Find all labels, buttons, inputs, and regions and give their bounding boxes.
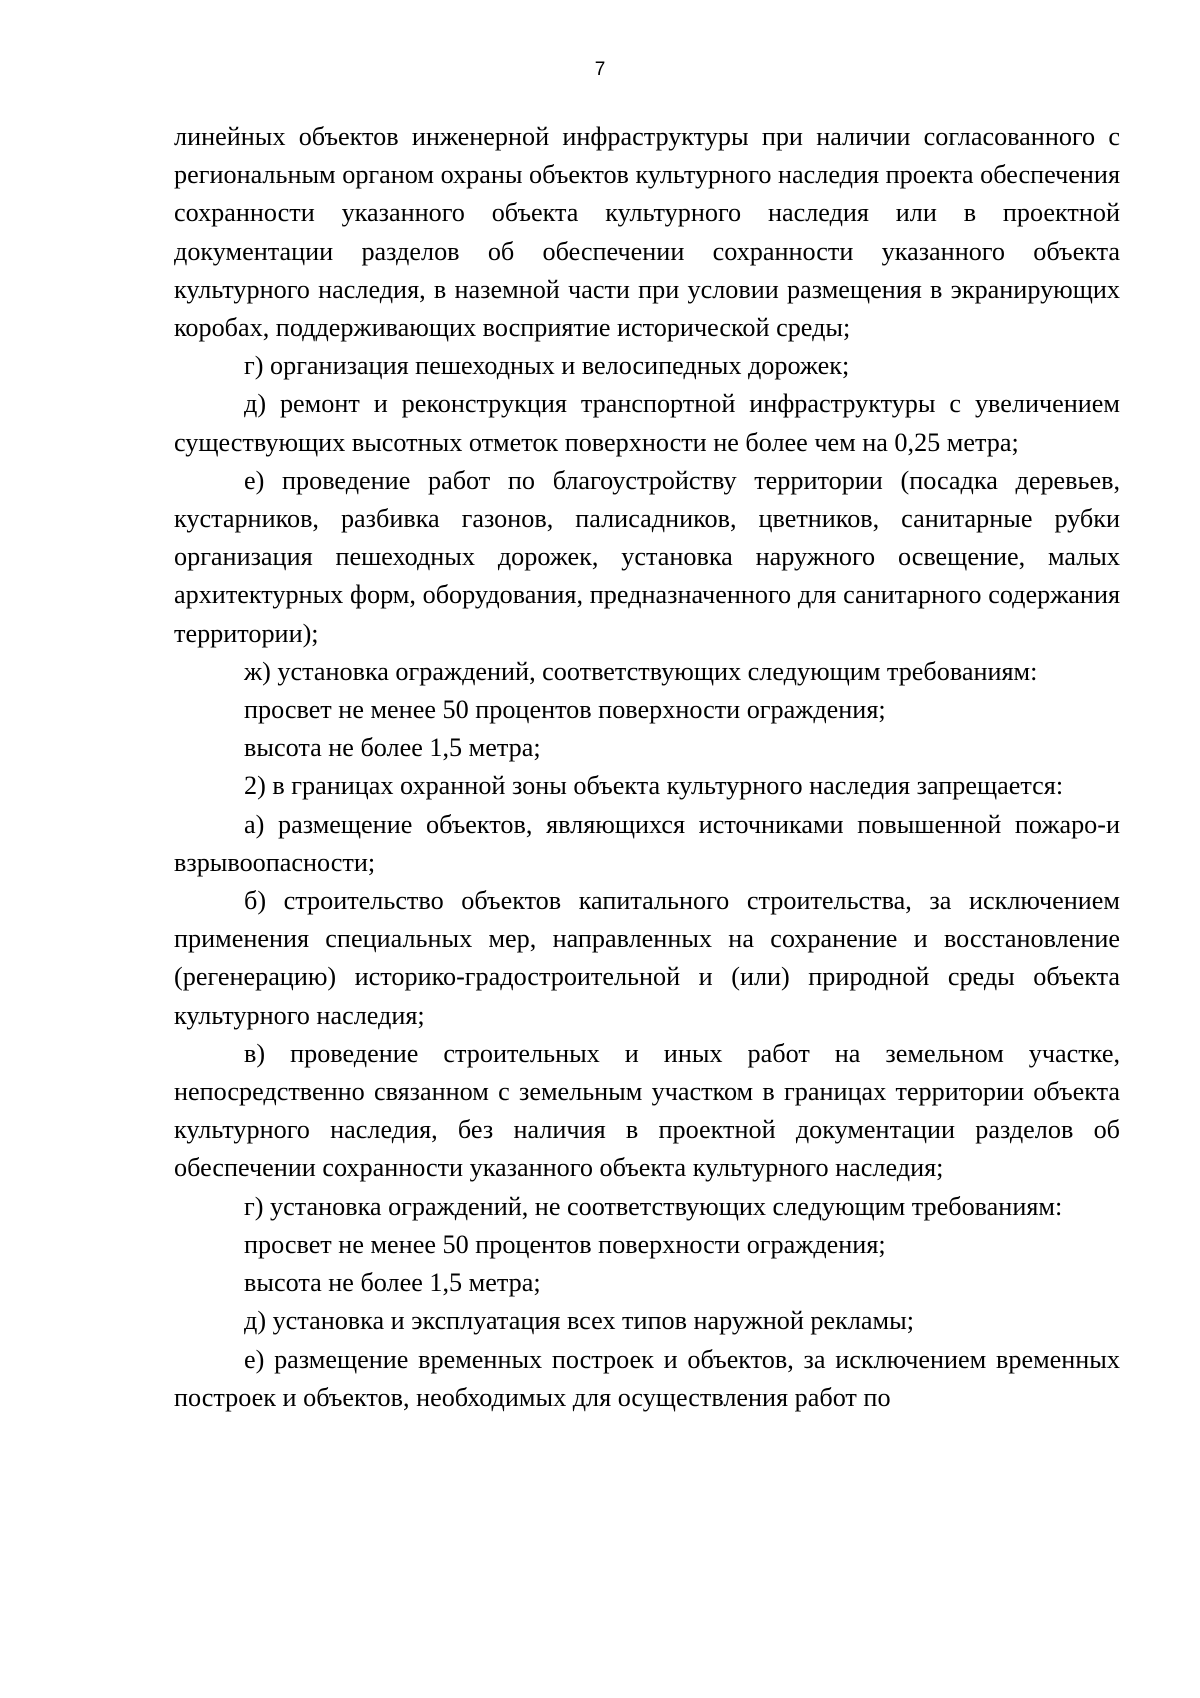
paragraph-g-fences: г) установка ограждений, не соответствующих следующим требованиям: [244,1191,1063,1221]
paragraph-clearance-2: просвет не менее 50 процентов поверхности ограждения; [244,1229,886,1259]
paragraph-e-temporary: е) размещение временных построек и объектов, за исключением временных построек и объектов, необходимых для осуществления работ по [174,1344,1120,1412]
paragraph-clearance: просвет не менее 50 процентов поверхности ограждения; [244,695,886,725]
paragraph-a-hazard: а) размещение объектов, являющихся источниками повышенной пожаро-и взрывоопасности; [174,809,1120,877]
paragraph-2-prohibited: 2) в границах охранной зоны объекта культурного наследия запрещается: [244,771,1064,801]
paragraph-height: высота не более 1,5 метра; [244,733,541,763]
paragraph-zh-fences: ж) установка ограждений, соответствующих следующим требованиям: [244,656,1038,686]
page-number: 7 [594,59,606,80]
paragraph-e-landscaping: е) проведение работ по благоустройству территории (посадка деревьев, кустарников, разбивка газонов, палисадников, цветников, санитарные рубки организация пешеходных дорожек, установка наружного освещение, малых архитектурных форм, оборудования, предназначенного для санитарного содержания территории); [174,465,1120,648]
paragraph-height-2: высота не более 1,5 метра; [244,1268,541,1298]
paragraph-d-advertising: д) установка и эксплуатация всех типов наружной рекламы; [244,1306,914,1336]
paragraph-d-repair: д) ремонт и реконструкция транспортной инфраструктуры с увеличением существующих высотных отметок поверхности не более чем на 0,25 метра; [174,389,1120,457]
paragraph-b-construction: б) строительство объектов капитального строительства, за исключением применения специальных мер, направленных на сохранение и восстановление (регенерацию) историко-градостроительной и (или) природной среды объекта культурного наследия; [174,886,1120,1030]
paragraph-linear-objects: линейных объектов инженерной инфраструктуры при наличии согласованного с региональным органом охраны объектов культурного наследия проекта обеспечения сохранности указанного объекта культурного наследия или в проектной документации разделов об обеспечении сохранности указанного объекта культурного наследия, в наземной части при условии размещения в экранирующих коробах, поддерживающих восприятие исторической среды; [174,122,1120,343]
paragraph-v-works: в) проведение строительных и иных работ на земельном участке, непосредственно связанном с земельным участком в границах территории объекта культурного наследия, без наличия в проектной документации разделов об обеспечении сохранности указанного объекта культурного наследия; [174,1038,1120,1183]
document-body [174,118,1120,1417]
paragraph-g-paths: г) организация пешеходных и велосипедных дорожек; [244,351,850,381]
